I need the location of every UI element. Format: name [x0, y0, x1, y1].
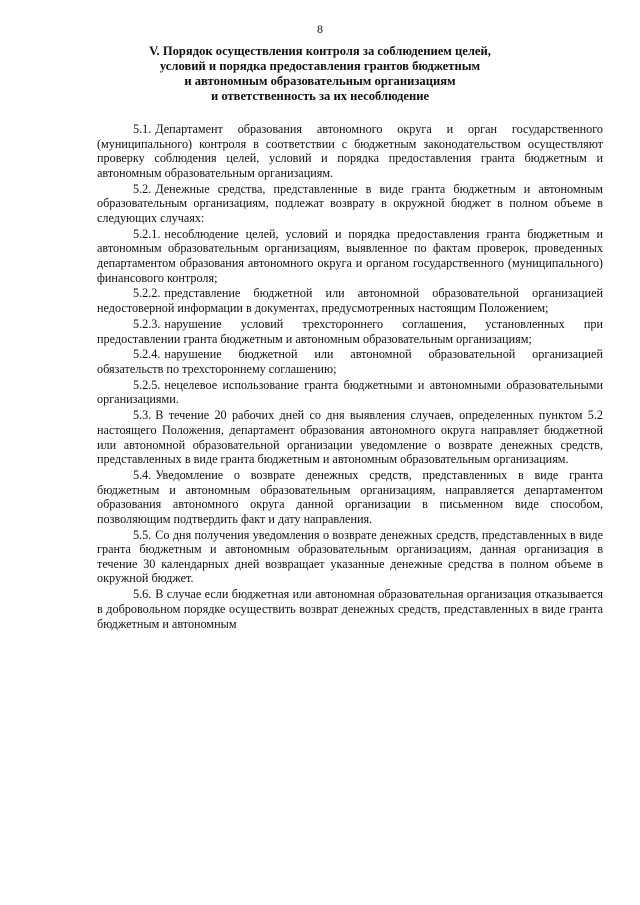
heading-line: условий и порядка предоставления грантов бюджетным	[159, 59, 481, 73]
paragraph-number: 5.1.	[133, 122, 152, 136]
paragraph-number: 5.4.	[133, 468, 152, 483]
paragraph-number: 5.2.2.	[133, 286, 161, 301]
heading-line: и автономным образовательным организациям	[184, 74, 456, 88]
paragraph-5-2-1	[97, 227, 603, 285]
paragraph-text: нарушение бюджетной или автономной образовательной организацией обязательств по трехстороннему соглашению;	[97, 347, 603, 376]
paragraph-number: 5.2.	[133, 181, 152, 196]
paragraph-text: В случае если бюджетная или автономная образовательная организация отказывается в добровольном порядке осуществить возврат денежных средств, представленных в виде гранта бюджетным и автономным	[97, 587, 603, 631]
paragraph-number: 5.2.3.	[133, 316, 161, 331]
paragraph-text: Со дня получения уведомления о возврате денежных средств, представленных в виде гранта бюджетным и автономным образовательным организациям, данная организация в течение 30 календарных дней возвращает указанные денежные средства в полном объеме в окружной бюджет.	[97, 527, 603, 586]
paragraph-text: нецелевое использование гранта бюджетными и автономными образовательными организациями.	[97, 377, 603, 407]
page-number: 8	[317, 22, 323, 36]
paragraph-text: нарушение условий трехстороннего соглашения, установленных при предоставлении гранта бюджетным и автономным образовательным организациям;	[97, 316, 603, 346]
section-heading	[90, 44, 550, 104]
paragraph-5-3	[97, 408, 603, 466]
paragraph-text: Департамент образования автономного округа и орган государственного (муниципального) контроля в соответствии с бюджетным законодательством осуществляют проверку соблюдения целей, условий и порядка предоставления гранта бюджетным и автономным образовательным организациям.	[97, 122, 603, 180]
heading-line: и ответственность за их несоблюдение	[210, 89, 430, 103]
paragraph-text: Уведомление о возврате денежных средств, представленных в виде гранта бюджетным и автономным образовательным организациям, направляется департаментом образования автономного округа данной организации в письменном виде способом, позволяющим подтвердить факт и дату направления.	[97, 468, 603, 526]
paragraph-5-2	[97, 182, 603, 226]
paragraph-5-1	[97, 122, 603, 180]
paragraph-5-5	[97, 528, 603, 586]
paragraph-number: 5.3.	[133, 408, 152, 423]
paragraph-number: 5.2.5.	[133, 377, 161, 392]
document-body	[97, 122, 603, 632]
paragraph-5-2-5	[97, 378, 603, 407]
paragraph-5-2-2	[97, 286, 603, 315]
paragraph-text: несоблюдение целей, условий и порядка предоставления гранта бюджетным и автономным образовательным организациям, выявленное по фактам проверок, проведенных департаментом образования автономного округа и органом государственного (муниципального) финансового контроля;	[97, 226, 603, 285]
paragraph-5-2-4	[97, 347, 603, 376]
paragraph-text: Денежные средства, представленные в виде гранта бюджетным и автономным образовательным организациям, подлежат возврату в окружной бюджет в полном объеме в следующих случаях:	[97, 181, 603, 225]
heading-line: V. Порядок осуществления контроля за соблюдением целей,	[149, 44, 491, 58]
paragraph-5-4	[97, 468, 603, 526]
paragraph-5-2-3	[97, 317, 603, 346]
paragraph-number: 5.6.	[133, 587, 152, 602]
paragraph-text: представление бюджетной или автономной образовательной организацией недостоверной информации в документах, предусмотренных настоящим Положением;	[97, 286, 603, 316]
paragraph-number: 5.5.	[133, 527, 152, 542]
paragraph-number: 5.2.1.	[133, 226, 161, 241]
paragraph-text: В течение 20 рабочих дней со дня выявления случаев, определенных пунктом 5.2 настоящего Положения, департамент образования автономного округа направляет бюджетной или автономной образовательной организации уведомление о возврате денежных средств, представленных в виде гранта бюджетным и автономным образовательным организациям.	[97, 408, 603, 467]
paragraph-5-6	[97, 587, 603, 631]
paragraph-number: 5.2.4.	[133, 347, 161, 362]
